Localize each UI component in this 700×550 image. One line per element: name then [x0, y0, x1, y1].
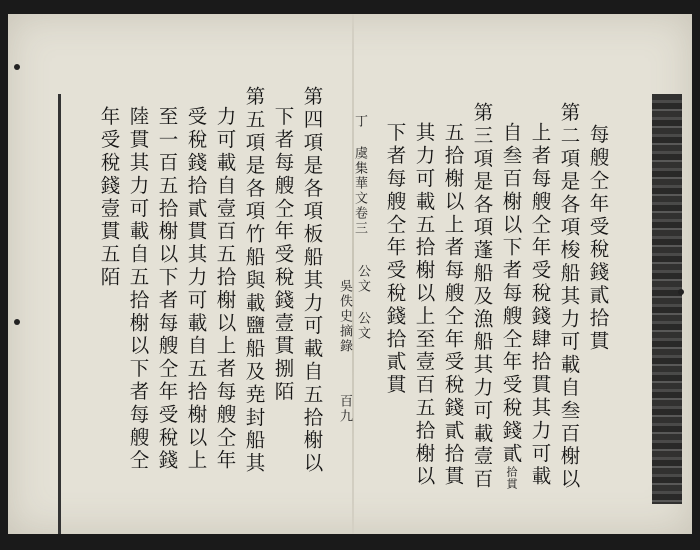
- text-column: 力可載自壹百五拾榭以上者每艘仝年: [213, 106, 237, 473]
- text-column: 下者每艘仝年受稅錢拾貳貫: [383, 122, 407, 397]
- small-annotation: 拾貫: [505, 466, 518, 490]
- text-column: 第五項是各項竹船與載鹽船及尭封船其: [242, 86, 266, 476]
- text-column: 每艘仝年受稅錢貳拾貫: [586, 124, 610, 353]
- ink-border-bar: [652, 94, 682, 504]
- document-sheet: [8, 14, 692, 534]
- text-column: 第二項是各項梭船其力可載自叁百榭以: [557, 102, 581, 492]
- text-column: 五拾榭以上者每艘仝年受稅錢貳拾貫: [441, 122, 465, 489]
- left-margin-line: [58, 94, 61, 534]
- section-label: 公文 公文: [355, 264, 370, 341]
- text-column: 第三項是各項蓬船及漁船其力可載壹百: [470, 102, 494, 492]
- text-column: 第四項是各項板船其力可載自五拾榭以: [300, 86, 324, 476]
- text-column: 其力可載五拾榭以上至壹百五拾榭以: [412, 122, 436, 489]
- binding-hole: [678, 289, 684, 295]
- text-column: 下者每艘仝年受稅錢壹貫捌陌: [271, 106, 295, 404]
- page-number: 百九: [337, 394, 352, 424]
- book-title: 丁 虞集華文卷三: [352, 114, 367, 236]
- text-column: 自叁百榭以下者每艘仝年受稅錢貳: [499, 122, 523, 466]
- text-column: 受稅錢拾貳貫其力可載自五拾榭以上: [184, 106, 208, 473]
- copier-note: 吳佚史摘錄: [337, 279, 352, 354]
- text-column: 年受稅錢壹貫五陌: [97, 106, 121, 290]
- text-column: 陸貫其力可載自五拾榭以下者每艘仝: [126, 106, 150, 473]
- center-fold: [352, 14, 354, 534]
- text-column: 至一百五拾榭以下者每艘仝年受稅錢: [155, 106, 179, 473]
- binding-hole: [14, 319, 20, 325]
- text-column: 上者每艘仝年受稅錢肆拾貫其力可載: [528, 122, 552, 489]
- binding-hole: [14, 64, 20, 70]
